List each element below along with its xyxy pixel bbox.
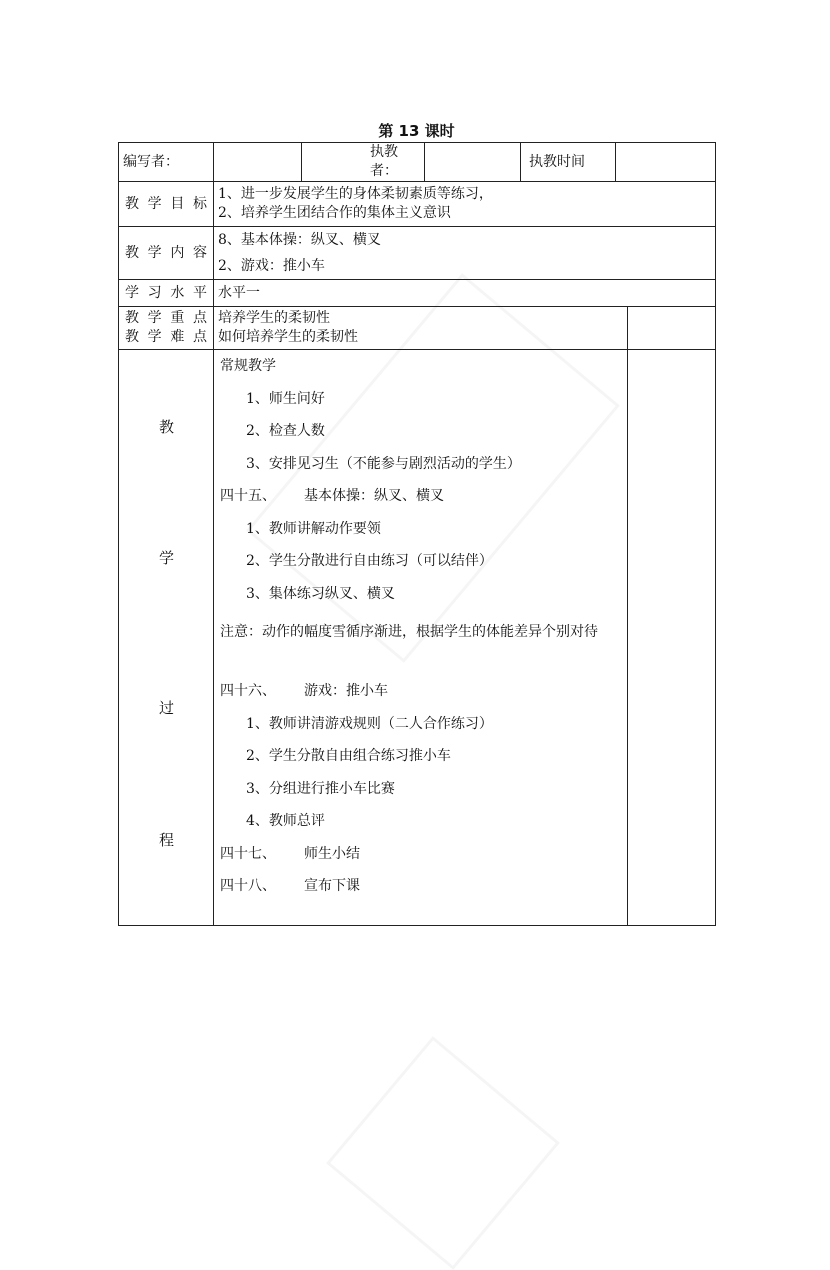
process-label-char: 学 [159, 549, 175, 567]
content-line: 8、基本体操：纵叉、横叉 [218, 232, 381, 248]
section-title: 师生小结 [304, 845, 360, 862]
process-note: 注意：动作的幅度雪循序渐进，根据学生的体能差异个别对待 [220, 624, 598, 640]
key-labels [119, 307, 214, 350]
author-value [214, 143, 302, 182]
section-title: 游戏：推小车 [304, 683, 388, 699]
level-label: 学习水平 [119, 280, 214, 307]
process-line: 1、教师讲清游戏规则（二人合作练习） [246, 715, 493, 732]
section-number: 四十六、 [220, 683, 276, 699]
process-section [220, 876, 623, 909]
process-line: 1、师生问好 [246, 390, 325, 407]
section-title: 基本体操：纵叉、横叉 [304, 488, 444, 504]
process-notes [628, 350, 716, 926]
process-label-char: 程 [159, 831, 175, 849]
time-label: 执教时间 [521, 143, 616, 182]
process-section [220, 844, 623, 877]
level-value: 水平一 [214, 280, 716, 307]
content-row [119, 227, 716, 280]
goal-line: 1、进一步发展学生的身体柔韧素质等练习， [218, 186, 493, 202]
content-label: 教学内容 [119, 227, 214, 280]
page-title: 第 13 课时 [378, 122, 455, 140]
process-line: 3、安排见习生（不能参与剧烈活动的学生） [246, 455, 521, 472]
key-notes [628, 307, 716, 350]
process-content [214, 350, 628, 926]
process-line: 3、集体练习纵叉、横叉 [246, 585, 395, 602]
level-row [119, 280, 716, 307]
watermark [326, 1036, 560, 1270]
author-label: 编写者： [119, 143, 214, 182]
goal-line: 2、培养学生团结合作的集体主义意识 [218, 205, 451, 221]
process-line: 2、学生分散自由组合练习推小车 [246, 748, 451, 764]
process-label-char: 教 [159, 418, 175, 436]
key-point-label: 教学重点 [125, 310, 207, 326]
content-line: 2、游戏：推小车 [218, 258, 325, 274]
key-point-value: 培养学生的柔韧性 [218, 310, 330, 326]
process-section [220, 486, 623, 519]
goal-value [214, 182, 716, 227]
difficulty-label: 教学难点 [125, 329, 207, 345]
process-line: 3、分组进行推小车比赛 [246, 780, 395, 797]
section-number: 四十五、 [220, 488, 276, 504]
time-value [616, 143, 716, 182]
section-title: 宣布下课 [304, 878, 360, 894]
key-row [119, 307, 716, 350]
goal-row [119, 182, 716, 227]
process-label [119, 350, 214, 926]
section-number: 四十七、 [220, 845, 276, 862]
executor-value [425, 143, 521, 182]
process-line: 常规教学 [220, 358, 276, 374]
process-line: 1、教师讲解动作要领 [246, 520, 381, 537]
lesson-plan-table [118, 142, 716, 926]
process-line: 4、教师总评 [246, 813, 325, 829]
process-row [119, 350, 716, 926]
content-value [214, 227, 716, 280]
section-number: 四十八、 [220, 878, 276, 894]
process-section [220, 681, 623, 714]
executor-label: 执教者： [302, 143, 425, 182]
key-values [214, 307, 628, 350]
header-row [119, 143, 716, 182]
goal-label: 教学目标 [119, 182, 214, 227]
difficulty-value: 如何培养学生的柔韧性 [218, 329, 358, 345]
process-line: 2、学生分散进行自由练习（可以结伴） [246, 553, 493, 569]
process-label-char: 过 [159, 699, 175, 717]
process-line: 2、检查人数 [246, 423, 325, 439]
